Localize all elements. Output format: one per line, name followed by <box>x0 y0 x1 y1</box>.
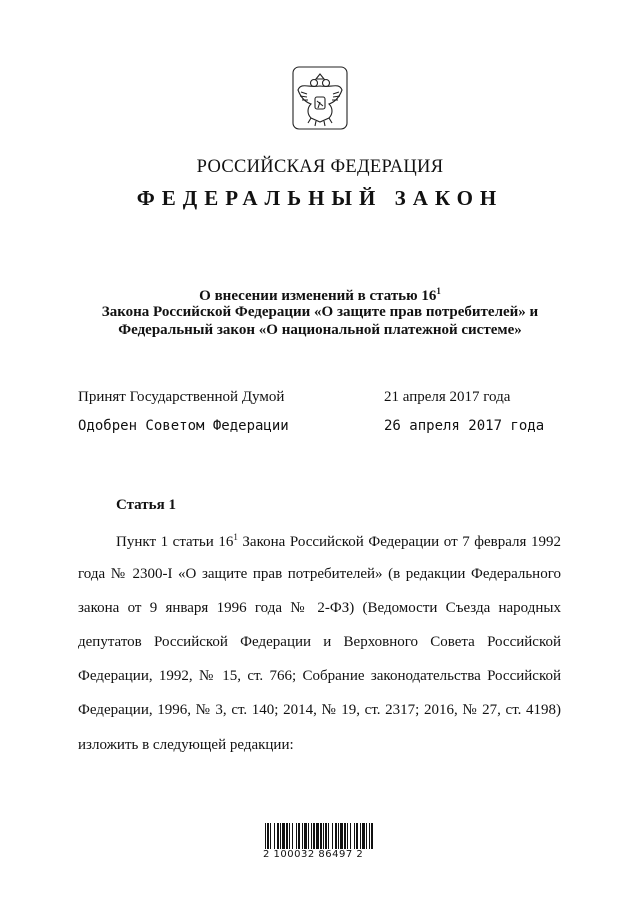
country-name: РОССИЙСКАЯ ФЕДЕРАЦИЯ <box>196 157 444 177</box>
article-text-line: закона от 9 января 1996 года № 2-ФЗ) (Ведомости Съезда народных <box>78 600 561 616</box>
duma-adoption-label: Принят Государственной Думой <box>78 389 285 405</box>
council-approval-label: Одобрен Советом Федерации <box>78 418 289 434</box>
article-text-line: депутатов Российской Федерации и Верховного Совета Российской <box>78 634 561 650</box>
duma-adoption-date: 21 апреля 2017 года <box>384 389 511 405</box>
law-title-line-2: Закона Российской Федерации «О защите прав потребителей» и <box>101 304 539 320</box>
article-text-line: изложить в следующей редакции: <box>78 737 294 753</box>
law-title-line-3: Федеральный закон «О национальной платежной системе» <box>118 322 522 338</box>
article-text-line: Федерации, 1996, № 3, ст. 140; 2014, № 19, ст. 2317; 2016, № 27, ст. 4198) <box>78 702 561 718</box>
article-heading: Статья 1 <box>116 497 176 513</box>
article-text-line: года № 2300-I «О защите прав потребителей» (в редакции Федерального <box>78 566 561 582</box>
barcode-icon <box>263 817 375 851</box>
barcode-number: 2 100032 86497 2 <box>263 849 364 860</box>
article-text-line: Пункт 1 статьи $16^1$ Закона Российской Федерации от 7 февраля 1992 <box>116 532 562 550</box>
law-title-line-1: О внесении изменений в статью $16^1$ <box>199 286 441 304</box>
coat-of-arms-icon <box>289 64 351 134</box>
document-type: ФЕДЕРАЛЬНЫЙ ЗАКОН <box>136 186 504 210</box>
council-approval-date: 26 апреля 2017 года <box>384 418 545 434</box>
article-text-line: Федерации, 1992, № 15, ст. 766; Собрание законодательства Российской <box>78 668 561 684</box>
